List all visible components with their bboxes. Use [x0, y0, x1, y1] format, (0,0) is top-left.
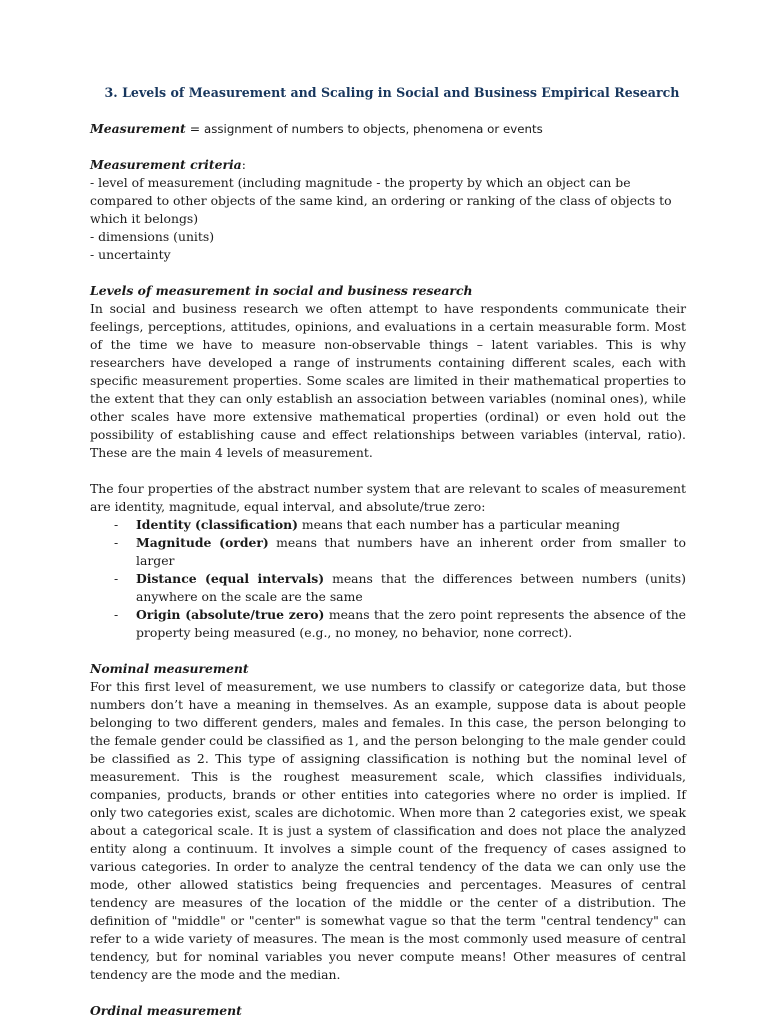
- properties-list: [90, 516, 686, 642]
- measurement-equals: =: [185, 121, 205, 136]
- levels-paragraph: In social and business research we often attempt to have respondents communicate their feelings, perceptions, attitudes, opinions, and evaluations in a certain measurable form. Most of the time we have to measure non-observable things – latent variables. This is why researchers have developed a range of instruments containing different scales, each with specific measurement properties. Some scales are limited in their mathematical properties to the extent that they can only establish an association between variables (nominal ones), while other scales have more extensive mathematical properties (ordinal) or even hold out the possibility of establishing cause and effect relationships between variables (interval, ratio). These are the main 4 levels of measurement.: [90, 301, 686, 460]
- property-term: Distance (equal intervals): [136, 571, 325, 586]
- criteria-item: - uncertainty: [90, 247, 171, 262]
- criteria-heading: Measurement criteria: [90, 157, 242, 172]
- bullet-dash: -: [114, 607, 119, 622]
- criteria-colon: :: [241, 157, 246, 172]
- levels-heading: Levels of measurement in social and business research: [90, 283, 473, 298]
- property-text: means that numbers have an inherent order from smaller to larger: [136, 535, 687, 568]
- nominal-heading: Nominal measurement: [90, 661, 249, 676]
- list-item: [90, 534, 686, 570]
- nominal-section: [90, 660, 686, 984]
- property-text: means that the zero point represents the absence of the property being measured (e.g., no money, no behavior, none correct).: [136, 607, 687, 640]
- page-title: 3. Levels of Measurement and Scaling in Social and Business Empirical Research: [104, 85, 680, 100]
- bullet-dash: -: [114, 517, 119, 532]
- criteria-heading-line: [90, 156, 686, 174]
- property-term: Magnitude (order): [136, 535, 269, 550]
- ordinal-heading: Ordinal measurement: [90, 1003, 242, 1018]
- list-item: [90, 570, 686, 606]
- measurement-term: Measurement: [90, 121, 186, 136]
- property-term: Origin (absolute/true zero): [136, 607, 325, 622]
- list-item: [90, 516, 686, 534]
- nominal-paragraph: For this first level of measurement, we use numbers to classify or categorize data, but those numbers don’t have a meaning in themselves. As an example, suppose data is about people belonging to two different genders, males and females. In this case, the person belonging to the female gender could be classified as 1, and the person belonging to the male gender could be classified as 2. This type of assigning classification is nothing but the nominal level of measurement. This is the roughest measurement scale, which classifies individuals, companies, products, brands or other entities into categories where no order is implied. If only two categories exist, scales are dichotomic. When more than 2 categories exist, we speak about a categorical scale. It is just a system of classification and does not place the analyzed entity along a continuum. It involves a simple count of the frequency of cases assigned to various categories. In order to analyze the central tendency of the data we can only use the mode, other allowed statistics being frequencies and percentages. Measures of central tendency are measures of the location of the middle or the center of a distribution. The definition of "middle" or "center" is somewhat vague so that the term "central tendency" can refer to a wide variety of measures. The mean is the most commonly used measure of central tendency, but for nominal variables you never compute means! Other measures of central tendency are the mode and the median.: [90, 679, 686, 982]
- list-item: [90, 606, 686, 642]
- measurement-definition: [90, 120, 686, 138]
- measurement-definition-text: assignment of numbers to objects, phenomena or events: [204, 122, 543, 136]
- property-text: means that each number has a particular meaning: [297, 517, 620, 532]
- property-term: Identity (classification): [136, 517, 298, 532]
- bullet-dash: -: [114, 571, 119, 586]
- criteria-item: - dimensions (units): [90, 229, 215, 244]
- criteria-section: [90, 156, 686, 264]
- properties-intro: The four properties of the abstract number system that are relevant to scales of measurement are identity, magnitude, equal interval, and absolute/true zero:: [90, 481, 686, 514]
- properties-section: [90, 480, 686, 642]
- property-text: means that the differences between numbers (units) anywhere on the scale are the same: [136, 571, 686, 604]
- criteria-item: - level of measurement (including magnitude - the property by which an object can be compared to other objects of the same kind, an ordering or ranking of the class of objects to which it belongs): [90, 175, 672, 226]
- bullet-dash: -: [114, 535, 119, 550]
- levels-section: [90, 282, 686, 462]
